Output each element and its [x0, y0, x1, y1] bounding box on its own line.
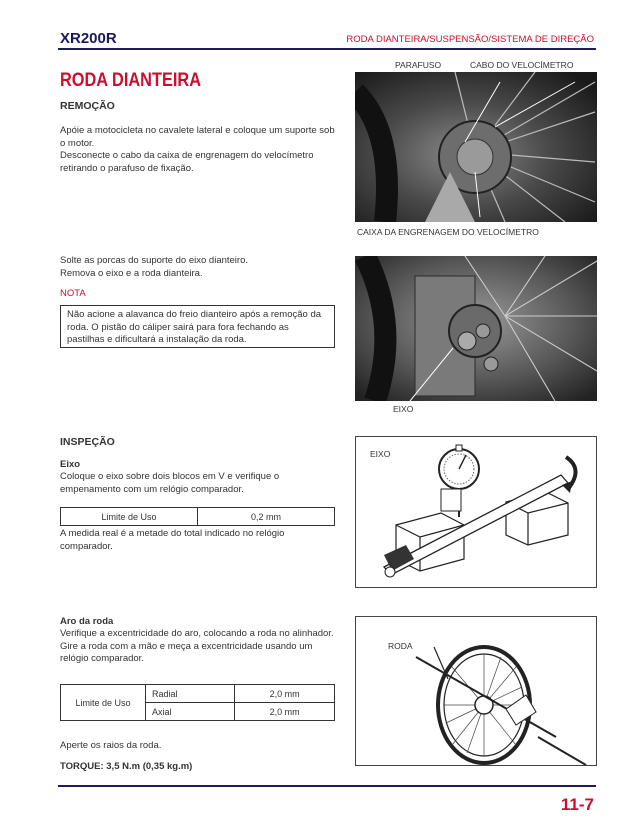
section-title: RODA DIANTEIRA/SUSPENSÃO/SISTEMA DE DIREÇÃO	[346, 34, 594, 45]
removal-heading: REMOÇÃO	[60, 100, 115, 112]
label-speedometer-cable: CABO DO VELOCÍMETRO	[470, 60, 574, 70]
rim-radial-value: 2,0 mm	[235, 685, 335, 703]
rim-axial-label: Axial	[146, 703, 235, 721]
axle-text: Coloque o eixo sobre dois blocos em V e verifique o empenamento com um relógio comparador.	[60, 471, 280, 495]
rim-text: Verifique a excentricidade do aro, colocando a roda no alinhador. Gire a roda com a mão e meça a excentricidade usando um relógio comparador.	[60, 628, 334, 664]
axle-note: A medida real é a metade do total indicado no relógio comparador.	[60, 528, 285, 552]
rim-limit-label: Limite de Uso	[61, 685, 146, 721]
diagram-axle-runout	[355, 436, 597, 588]
diagram-rim-runout-illustration	[356, 617, 596, 765]
page-title: RODA DIANTEIRA	[60, 70, 202, 91]
model-name: XR200R	[60, 30, 117, 47]
footer-rule	[58, 785, 596, 787]
axle-limit-table	[60, 507, 335, 526]
rim-radial-label: Radial	[146, 685, 235, 703]
rim-limit-table	[60, 684, 335, 721]
page-number: 11-7	[560, 795, 594, 814]
photo-speedometer-gearbox	[355, 72, 597, 222]
rim-axial-value: 2,0 mm	[235, 703, 335, 721]
removal-paragraph-2: Solte as porcas do suporte do eixo dianteiro. Remova o eixo e a roda dianteira.	[60, 255, 249, 279]
axle-limit-value: 0,2 mm	[198, 508, 335, 526]
diagram-axle-label: EIXO	[370, 449, 391, 459]
header-rule	[58, 48, 596, 50]
rim-subheading: Aro da roda	[60, 616, 114, 627]
removal-paragraph-1: Apóie a motocicleta no cavalete lateral e coloque um suporte sob o motor. Desconecte o cabo da caixa de engrenagem do velocímetro retirando o parafuso de fixação.	[60, 125, 335, 174]
axle-limit-label: Limite de Uso	[61, 508, 198, 526]
note-label: NOTA	[60, 288, 86, 299]
photo-front-axle	[355, 256, 597, 401]
spokes-text: Aperte os raios da roda.	[60, 740, 162, 751]
axle-subheading: Eixo	[60, 459, 81, 470]
label-bolt: PARAFUSO	[395, 60, 442, 70]
photo-speedometer-gearbox-illustration	[355, 72, 597, 222]
label-speedometer-gearbox: CAIXA DA ENGRENAGEM DO VELOCÍMETRO	[357, 227, 539, 237]
inspection-heading: INSPEÇÃO	[60, 436, 115, 448]
diagram-axle-runout-illustration	[356, 437, 596, 587]
note-box: Não acione a alavanca do freio dianteiro após a remoção da roda. O pistão do cáliper sairá para fora fechando as pastilhas e dificultará a instalação da roda.	[60, 305, 335, 348]
label-axle: EIXO	[393, 404, 414, 414]
photo-front-axle-illustration	[355, 256, 597, 401]
diagram-rim-runout	[355, 616, 597, 766]
torque-spec: TORQUE: 3,5 N.m (0,35 kg.m)	[60, 761, 193, 772]
diagram-wheel-label: RODA	[388, 641, 413, 651]
